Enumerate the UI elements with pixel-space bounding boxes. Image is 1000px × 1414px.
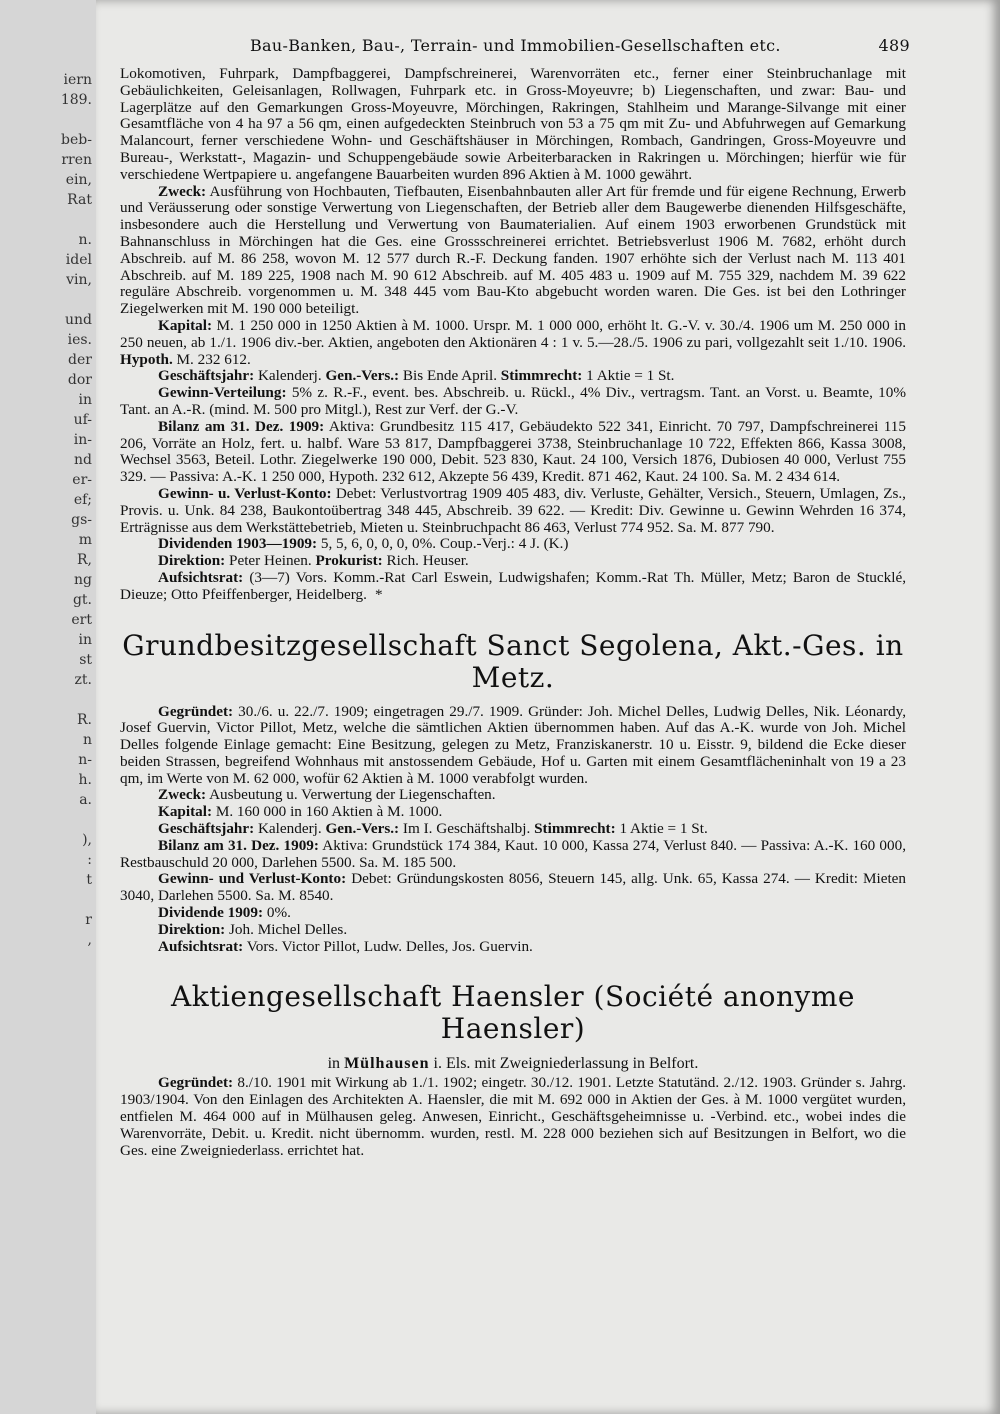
company2-dividende: Dividende 1909: 0%. <box>158 904 291 922</box>
margin-fragment: iern <box>63 72 92 88</box>
company2-title: Grundbesitzgesellschaft Sanct Segolena, Akt.-Ges. in Metz. <box>122 628 904 694</box>
hypoth-label: Hypoth. <box>120 350 173 368</box>
company3-title: Aktiengesellschaft Haensler (Société anonyme Haensler) <box>171 980 855 1046</box>
margin-fragment: beb- <box>61 132 92 148</box>
margin-fragment: r <box>85 912 92 928</box>
margin-fragment: n. <box>78 232 92 248</box>
margin-fragment <box>0 690 92 710</box>
company1-direktion: Direktion: Peter Heinen. Prokurist: Rich. Heuser. <box>158 552 469 570</box>
margin-fragment: und <box>65 312 92 328</box>
margin-fragment: Rat <box>67 192 92 208</box>
company2-zweck: Zweck: Ausbeutung u. Verwertung der Liegenschaften. <box>158 786 496 804</box>
page-number: 489 <box>878 36 910 55</box>
margin-fragment <box>0 110 92 130</box>
margin-fragment <box>0 810 92 830</box>
margin-fragment: n- <box>78 752 92 768</box>
company2-gegruendet: Gegründet: 30./6. u. 22./7. 1909; eingetragen 29./7. 1909. Gründer: Joh. Michel Delles, Ludwig Delles, Nik. Léonardy, Josef Guervin, Victor Pillot, Metz, welche die sämtlichen Aktien übernommen haben. Auf das A.-K. wurde von Joh. Michel Delles folgende Einlage gemacht: Eine Besitzung, gelegen zu Metz, Franziskanerstr. 10 u. Eisstr. 9, bildend die Ecke dieser beiden Strassen, begreifend Wohnhaus mit anstossendem Gebäude, Hof u. Garten mit einem Gesamtflächeninhalt von 19 a 23 qm, im Werte von M. 62 000, wofür 62 Aktien à M. 1000 verabfolgt wurden. <box>120 702 906 787</box>
margin-fragment: der <box>68 352 92 368</box>
company2-kapital: Kapital: M. 160 000 in 160 Aktien à M. 1000. <box>158 803 443 821</box>
company1-gewinn-verteilung: Gewinn-Verteilung: 5% z. R.-F., event. bes. Abschreib. u. Rückl., 4% Div., vertragsm. Tant. an Vorst. u. Beamte, 10% Tant. an A.-R. (mind. M. 500 pro Mitgl.), Rest zur Verf. der G.-V. <box>120 384 906 418</box>
margin-fragment: h. <box>78 772 92 788</box>
company3-gegruendet: Gegründet: 8./10. 1901 mit Wirkung ab 1./1. 1902; eingetr. 30./12. 1901. Letzte Statutänd. 2./12. 1903. Gründer s. Jahrg. 1903/1904. Von den Einlagen des Architekten A. Haensler, die mit M. 692 000 in Aktien der Ges. à M. 1000 vergütet wurden, entfielen M. 464 000 auf in Mülhausen geleg. Anwesen, Einricht., Geschäftsgeheimnisse u. -Verbind. etc., wobei indes die Warenvorräte, Debit. u. Kredit. nicht übernomm. wurden, restl. M. 228 000 beziehen sich auf Besitzungen in Belfort, wo die Ges. eine Zweigniederlass. errichtet hat. <box>120 1074 907 1159</box>
margin-fragment: in <box>78 632 92 648</box>
margin-fragment <box>0 290 92 310</box>
text-column <box>120 66 906 1159</box>
margin-fragment: ein, <box>65 172 92 188</box>
company1-dividenden: Dividenden 1903—1909: 5, 5, 6, 0, 0, 0, 0%. Coup.-Verj.: 4 J. (K.) <box>158 535 569 553</box>
margin-fragment: gs- <box>71 512 92 528</box>
margin-fragment: dor <box>67 372 92 388</box>
company1-guv: Gewinn- u. Verlust-Konto: Debet: Verlustvortrag 1909 405 483, div. Verluste, Gehälter, Versich., Steuern, Umlagen, Zs., Provis. u. Unk. 84 238, Baukontoübertrag 348 445, Abschreib. 39 622. — Kredit: Div. Gewinne u. Gewinn Wehrden 16 374, Erträgnisse aus dem Werkstättebetrieb, Mieten u. Steinbruchpacht 86 463, Verlust 774 952. Sa. M. 877 790. <box>120 484 906 536</box>
company3-subtitle: in Mülhausen i. Els. mit Zweigniederlassung in Belfort. <box>327 1055 699 1073</box>
margin-fragment: , <box>87 932 92 948</box>
margin-fragment: R, <box>77 552 92 568</box>
company1-intro: Lokomotiven, Fuhrpark, Dampfbaggerei, Dampfschreinerei, Warenvorräten etc., ferner einer Steinbruchanlage mit Gebäulichkeiten, Geleisanlagen, Rollwagen, Fuhrpark etc. in Gross-Moyeuvre; b) Liegenschaften, und zwar: Bau- und Lagerplätze auf den Gemarkungen Gross-Moyeuvre, Mörchingen, Rakringen, Stahlheim und Marange-Silvange mit einer Gesamtfläche von 4 ha 97 a 56 qm, einen aufgedeckten Steinbruch von 53 a 75 qm mit Zu- und Abfuhrwegen auf Gemarkung Malancourt, ferner verschiedene Wohn- und Geschäftshäuser in Mörchingen, Rombach, Gandringen, Gross-Moyeuvre und Bureau-, Werkstatt-, Magazin- und Schuppengebäude sowie Arbeiterbaracken in Rakringen u. Mörchingen; hierfür wie für verschiedene Wertpapiere u. angefangene Bauarbeiten wurden 896 Aktien à M. 1000 gewährt. <box>120 65 906 183</box>
margin-fragment: nd <box>74 452 92 468</box>
margin-fragment: : <box>87 852 92 868</box>
margin-fragment: er- <box>72 472 92 488</box>
running-head-title: Bau-Banken, Bau-, Terrain- und Immobilien-Gesellschaften etc. <box>250 36 781 55</box>
company2-geschaeftsjahr: Geschäftsjahr: Kalenderj. Gen.-Vers.: Im I. Geschäftshalbj. Stimmrecht: 1 Aktie = 1 St. <box>158 820 708 838</box>
kapital-label: Kapital: <box>158 316 213 334</box>
company1-zweck: Zweck: Ausführung von Hochbauten, Tiefbauten, Eisenbahnbauten aller Art für fremde und für eigene Rechnung, Erwerb und Veräusserung oder sonstige Verwertung von Liegenschaften, der Betrieb aller dem Baugewerbe dienenden Hilfsgeschäfte, insbesondere auch die Herstellung und Verwertung von Baumaterialien. Auf einem 1903 erworbenen Grundstück mit Bahnanschluss in Mörchingen hat die Ges. eine Grossschreinerei errichtet. Betriebsverlust 1906 M. 7682, erhöht durch Abschreib. auf M. 86 258, wovon M. 12 577 durch R.-F. Deckung fanden. 1907 erhöhte sich der Verlust nach M. 113 401 Abschreib. auf M. 189 225, 1908 nach M. 90 612 Abschreib. auf M. 405 483 u. 1909 auf M. 755 329, nachdem M. 39 622 reguläre Abschreib. vorgenommen u. M. 348 445 vom Bau-Kto abgebucht worden waren. Die Ges. ist bei den Lothringer Ziegelwerken mit M. 190 000 beteiligt. <box>120 182 906 318</box>
margin-fragment: 189. <box>60 92 92 108</box>
company1-bilanz: Bilanz am 31. Dez. 1909: Aktiva: Grundbesitz 115 417, Gebäudekto 522 341, Einricht. 70 797, Dampfschreinerei 115 206, Vorräte an Holz, fert. u. halbf. Ware 53 817, Dampfbaggerei 3738, Steinbruchanlage 10 722, Effekten 866, Kassa 3008, Wechsel 3563, Beteil. Lothr. Ziegelwerke 190 000, Debit. 523 830, Kaut. 24 100, Versich 1876, Dubiosen 40 000, Verlust 755 329. — Passiva: A.-K. 1 250 000, Hypoth. 232 612, Akzepte 56 439, Kredit. 871 462, Kaut. 24 100. Sa. M. 2 434 614. <box>120 417 906 486</box>
margin-fragment: gt. <box>72 592 92 608</box>
margin-fragment: in <box>78 392 92 408</box>
margin-fragment: st <box>79 652 92 668</box>
company2-guv: Gewinn- und Verlust-Konto: Debet: Gründungskosten 8056, Steuern 145, allg. Unk. 65, Kassa 274. — Kredit: Mieten 3040, Darlehen 5500. Sa. M. 8540. <box>120 870 907 905</box>
margin-fragment: zt. <box>74 672 92 688</box>
margin-fragment: in- <box>73 432 92 448</box>
margin-fragment: ert <box>71 612 92 628</box>
company2-aufsichtsrat: Aufsichtsrat: Vors. Victor Pillot, Ludw. Delles, Jos. Guervin. <box>158 937 533 955</box>
margin-fragment: m <box>78 532 92 548</box>
margin-fragment: ), <box>82 832 92 848</box>
margin-fragment <box>0 210 92 230</box>
margin-fragment: rren <box>61 152 92 168</box>
company1-geschaeftsjahr: Geschäftsjahr: Kalenderj. Gen.-Vers.: Bis Ende April. Stimmrecht: 1 Aktie = 1 St. <box>158 367 675 385</box>
company2-bilanz: Bilanz am 31. Dez. 1909: Aktiva: Grundstück 174 384, Kaut. 10 000, Kassa 274, Verlust 840. — Passiva: A.-K. 160 000, Restbauschuld 20 000, Darlehen 5500. Sa. M. 185 500. <box>120 836 906 871</box>
margin-fragment: t <box>86 872 92 888</box>
margin-fragment: idel <box>65 252 92 268</box>
margin-fragment <box>0 890 92 910</box>
company1-aufsichtsrat: Aufsichtsrat: (3—7) Vors. Komm.-Rat Carl Eswein, Ludwigshafen; Komm.-Rat Th. Müller, Metz; Baron de Stucklé, Dieuze; Otto Pfeiffenberger, Heidelberg. * <box>120 568 906 603</box>
company1-kapital: Kapital: M. 1 250 000 in 1250 Aktien à M. 1000. Urspr. M. 1 000 000, erhöht lt. G.-V. v. 30./4. 1906 um M. 250 000 in 250 neuen, ab 1./1. 1906 div.-ber. Aktien, angeboten den Aktionären 4 : 1 v. 5.—28./5. 1906 zu pari, vollgezahlt seit 1./10. 1906. Hypoth. M. 232 612. <box>120 316 906 368</box>
margin-fragment: uf- <box>73 412 92 428</box>
margin-fragment: vin, <box>66 272 92 288</box>
zweck-label: Zweck: <box>158 182 207 200</box>
margin-fragment: ng <box>74 572 92 588</box>
previous-page-margin <box>0 70 92 950</box>
margin-fragment: ef; <box>73 492 92 508</box>
company2-direktion: Direktion: Joh. Michel Delles. <box>158 920 348 938</box>
margin-fragment: n <box>82 732 92 748</box>
margin-fragment: a. <box>79 792 92 808</box>
margin-fragment: ies. <box>67 332 92 348</box>
margin-fragment: R. <box>77 712 92 728</box>
